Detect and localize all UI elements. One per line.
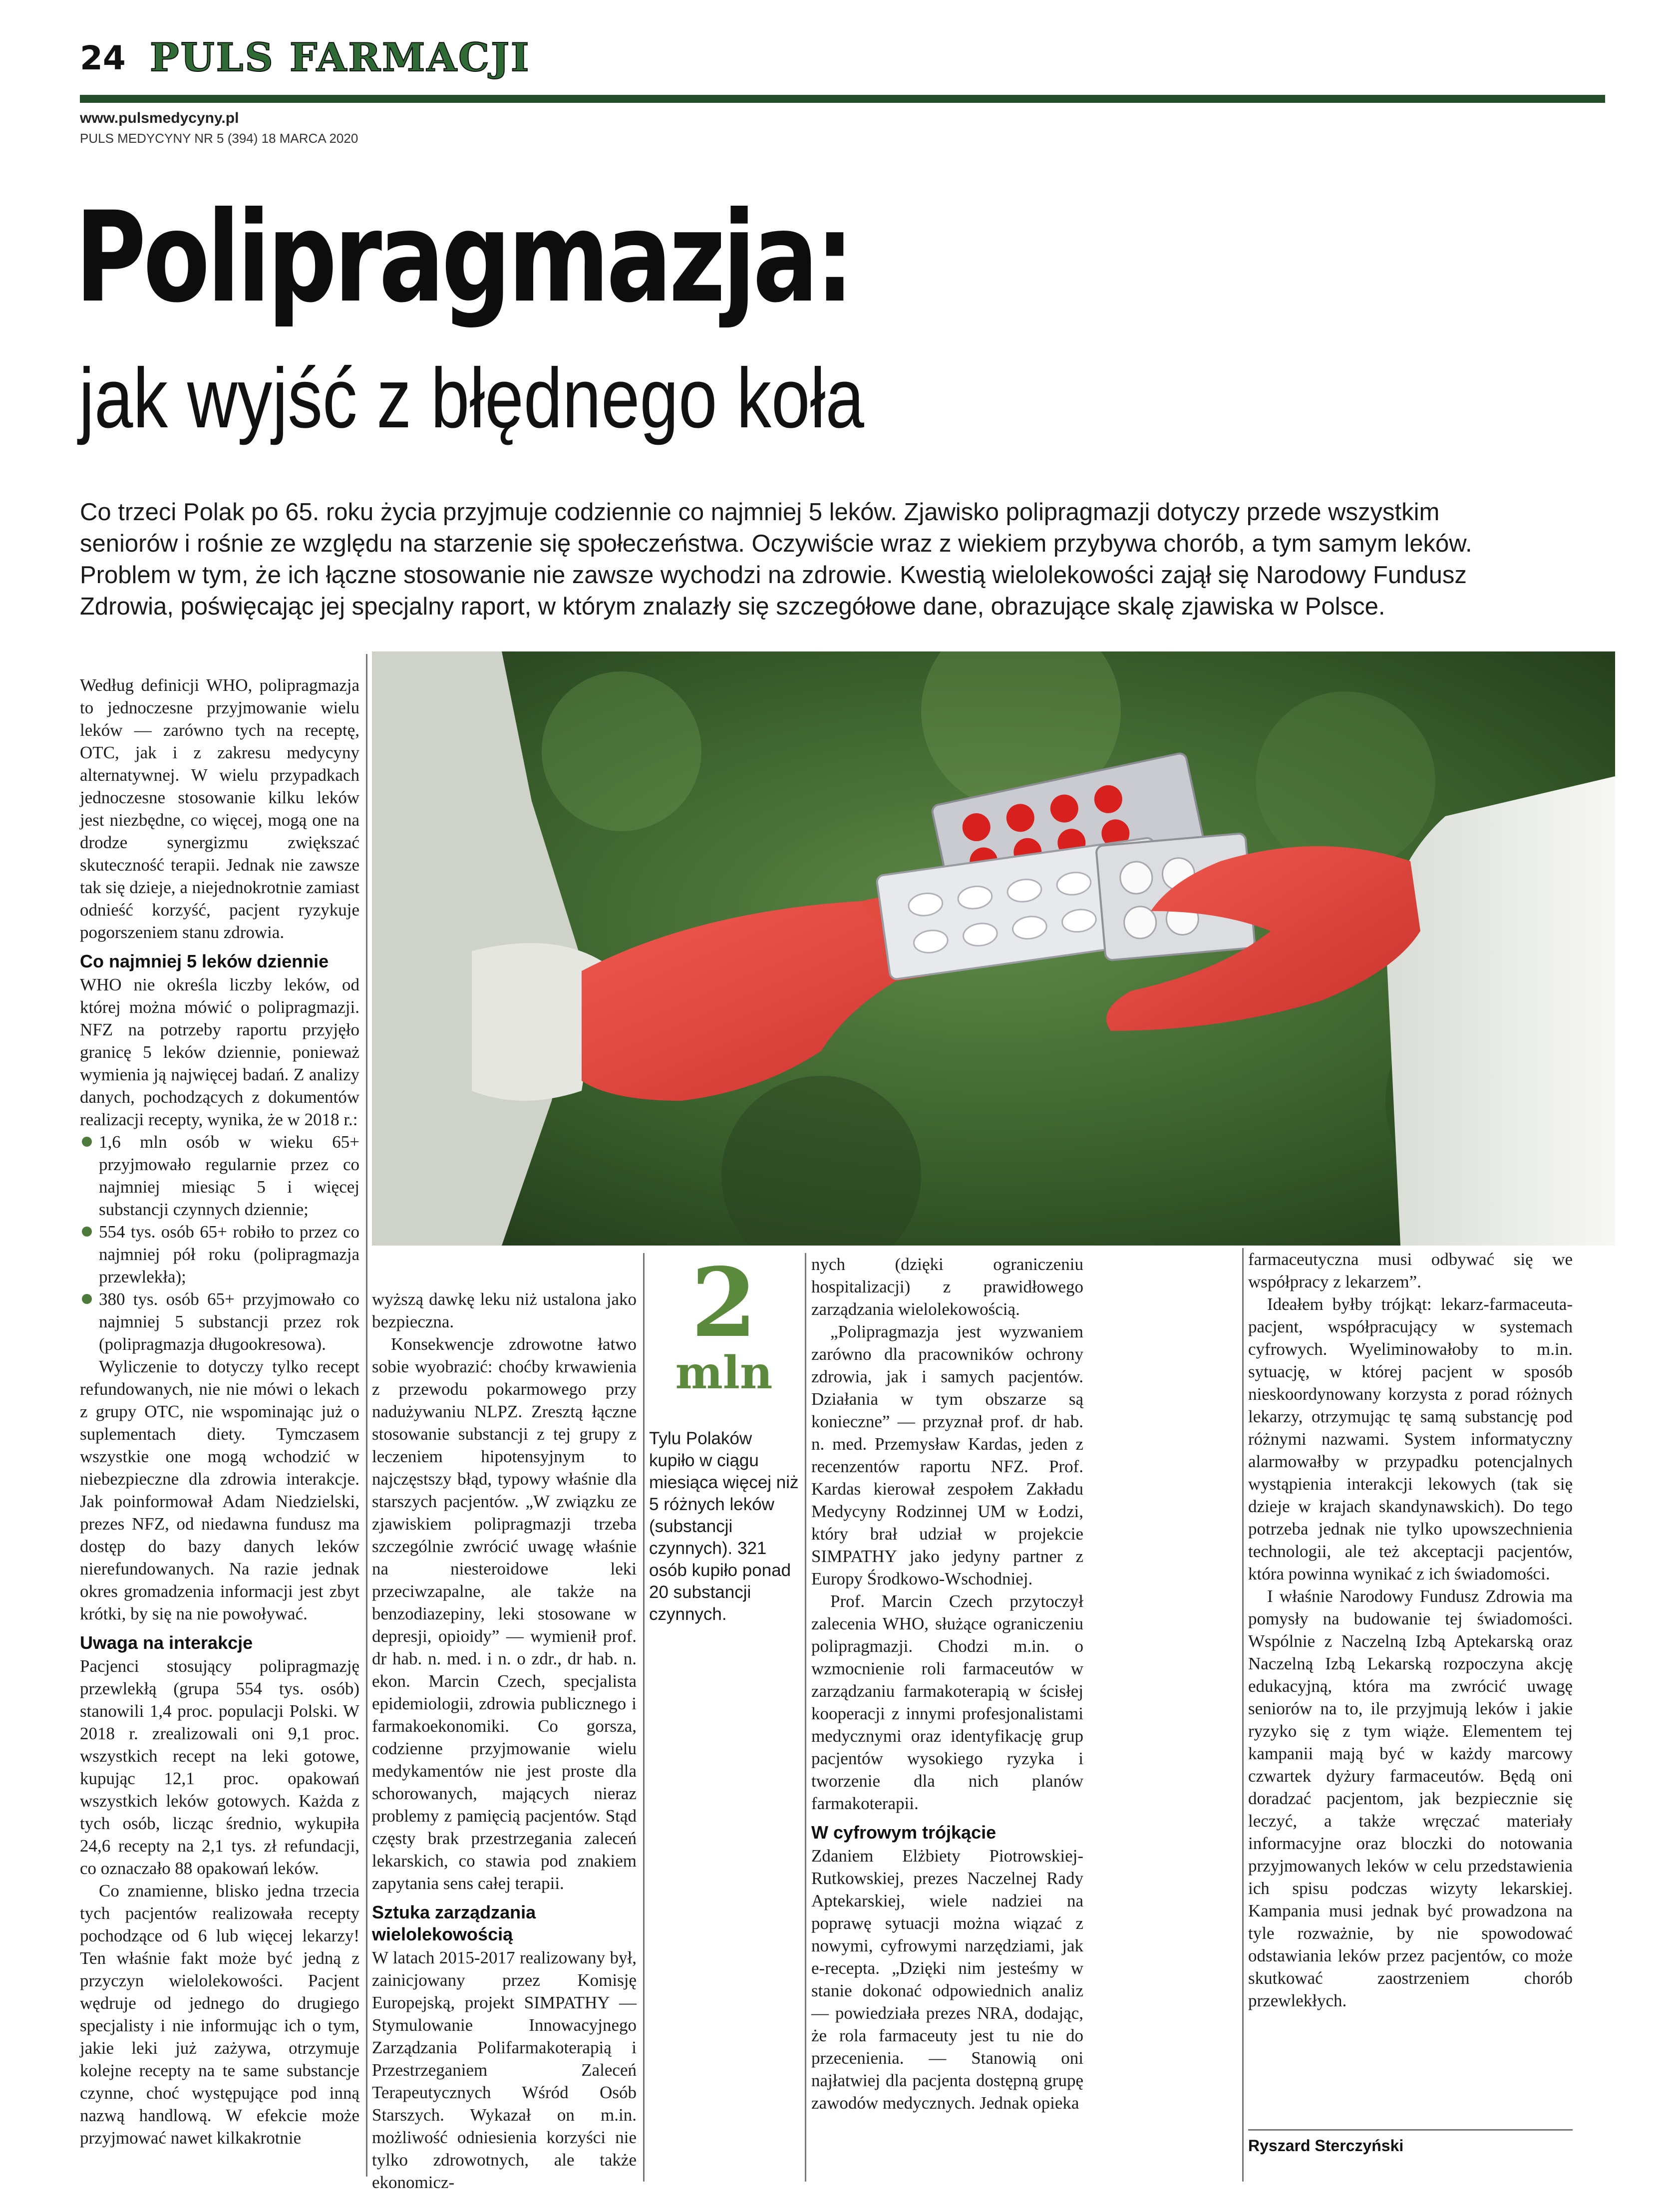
list-item: 554 tys. osób 65+ robiło to przez co najmniej pół roku (polipragmazja przewlekła);: [80, 1221, 359, 1288]
paragraph: Konsekwencje zdrowotne łatwo sobie wyobrazić: choćby krwawienia z przewodu pokarmowego przy nadużywaniu NLPZ. Zresztą łączne stosowanie substancji z tej grupy z leczeniem hipotensyjnym to najczęstszy błąd, typowy właśnie dla starszych pacjentów. „W związku ze zjawiskiem polipragmazji trzeba szczególnie zwrócić uwagę właśnie na niesteroidowe leki przeciwzapalne, ale także na benzodiazepiny, leki stosowane w depresji, opioidy” — wymienił prof. dr hab. n. med. i n. o zdr., dr hab. n. ekon. Marcin Czech, specjalista epidemiologii, zdrowia publicznego i farmakoekonomiki. Co gorsza, codzienne przyjmowanie wielu medykamentów nie jest proste dla schorowanych, mających nieraz problemy z pamięcią pacjentów. Stąd częsty brak przestrzegania zaleceń lekarskich, co stawia pod znakiem zapytania sens całej terapii.: [372, 1334, 637, 1893]
subheading-polypharmacy-management: Sztuka zarządzania wielolekowością: [372, 1902, 536, 1944]
column-divider: [1242, 1248, 1244, 2182]
subheading-interactions: Uwaga na interakcje: [80, 1632, 253, 1653]
byline-rule: [1248, 2129, 1573, 2131]
paragraph: Ideałem byłby trójkąt: lekarz-farmaceuta-pacjent, współpracujący w systemach cyfrowych. Wyeliminowałoby to m.in. sytuację, w której pacjent w sposób nieskoordynowany korzysta z porad różnych lekarzy, otrzymując tę samą substancję pod różnymi nazwami. System informatyczny alarmowałby w przypadku potencjalnych wystąpienia interakcji lekowych (tak się dzieje w krajach skandynawskich). Do tego potrzeba jednak nie tylko upowszechnienia technologii, ale też akceptacji pacjentów, która powinna wynikać z ich świadomości.: [1248, 1294, 1573, 1583]
article-column-4: [811, 1253, 1083, 2114]
paragraph: nych (dzięki ograniczeniu hospitalizacji) z prawidłowego zarządzania wielolekowością.: [811, 1255, 1083, 1319]
paragraph: WHO nie określa liczby leków, od której można mówić o polipragmazji. NFZ na potrzeby raportu przyjęło granicę 5 leków dziennie, ponieważ wymienia ją najwięcej badań. Z analizy danych, pochodzących z dokumentów realizacji recepty, wynika, że w 2018 r.:: [80, 975, 359, 1129]
stat-number: 2: [690, 1247, 757, 1358]
paragraph: Według definicji WHO, polipragmazja to jednoczesne przyjmowanie wielu leków — zarówno tych na receptę, OTC, jak i z zakresu medycyny alternatywnej. W wielu przypadkach jednoczesne stosowanie kilku leków jest niezbędne, co więcej, mogą one na drodze synergizmu zwiększać skuteczność terapii. Jednak nie zawsze tak się dzieje, a niejednokrotnie zamiast odnieść korzyść, pacjent ryzykuje pogorszeniem stanu zdrowia.: [80, 675, 359, 942]
paragraph: wyższą dawkę leku niż ustalona jako bezpieczna.: [372, 1289, 637, 1331]
paragraph: Pacjenci stosujący polipragmazję przewlekłą (grupa 554 tys. osób) stanowili 1,4 proc. populacji Polski. W 2018 r. zrealizowali oni 9,1 proc. wszystkich recept na leki gotowe, kupując 12,1 proc. opakowań wszystkich leków gotowych. Każda z tych osób, licząc średnio, wykupiła 24,6 recepty na 2,1 tys. zł refundacji, co oznaczało 88 opakowań leków.: [80, 1656, 359, 1878]
column-divider: [643, 1253, 645, 2182]
paragraph: „Polipragmazja jest wyzwaniem zarówno dla pracowników ochrony zdrowia, jak i samych pacjentów. Działania w tym obszarze są konieczne” — przyznał prof. dr hab. n. med. Przemysław Kardas, jeden z recenzentów raportu NFZ. Prof. Kardas kierował zespołem Zakładu Medycyny Rodzinnej UM w Łodzi, który brał udział w projekcie SIMPATHY jako jedyny partner z Europy Środkowo-Wschodniej.: [811, 1322, 1083, 1588]
bullet-dot-icon: [82, 1227, 92, 1237]
paragraph: Co znamienne, blisko jedna trzecia tych pacjentów realizowała recepty pochodzące od 6 lub więcej lekarzy! Ten właśnie fakt może być jedną z przyczyn wielolekowości. Pacjent wędruje od jednego do drugiego specjalisty i nie informując ich o tym, jakie leki już zażywa, otrzymuje kolejne recepty na te same substancje czynne, choć występujące pod inną nazwą handlową. W efekcie może przyjmować nawet kilkakrotnie: [80, 1881, 359, 2148]
site-url: www.pulsmedycyny.pl: [80, 110, 239, 126]
subheading-digital-triangle: W cyfrowym trójkącie: [811, 1822, 997, 1843]
hands-with-pills-photo: [372, 651, 1615, 1246]
article-lead: Co trzeci Polak po 65. roku życia przyjmuje codziennie co najmniej 5 leków. Zjawisko polipragmazji dotyczy przede wszystkim seniorów i rośnie ze względu na starzenie się społeczeństwa. Oczywiście wraz z wiekiem przybywa chorób, a tym samym leków. Problem w tym, że ich łączne stosowanie nie zawsze wychodzi na zdrowie. Kwestią wielolekowości zajął się Narodowy Fundusz Zdrowia, poświęcając jej specjalny raport, w którym znalazły się szczegółowe dane, obrazujące skalę zjawiska w Polsce.: [80, 499, 1472, 620]
stat-caption: Tylu Polaków kupiło w ciągu miesiąca więcej niż 5 różnych leków (substancji czynnych). 321 osób kupiło ponad 20 substancji czynnych.: [649, 1429, 799, 1624]
column-divider: [805, 1253, 806, 2182]
column-divider: [366, 654, 367, 2177]
article-column-1: [80, 674, 359, 2149]
list-item: 380 tys. osób 65+ przyjmowało co najmniej 5 substancji przez rok (polipragmazja długookresowa).: [80, 1288, 359, 1355]
header-rule: [80, 95, 1605, 103]
paragraph: Wyliczenie to dotyczy tylko recept refundowanych, nie nie mówi o lekach z grupy OTC, nie wspominając już o suplementach diety. Tymczasem wszystkie one mogą wchodzić w niebezpieczne dla zdrowia interakcje. Jak poinformował Adam Niedzielski, prezes NFZ, od niedawna fundusz ma dostęp do bazy danych leków nierefundowanych. Na razie jednak okres gromadzenia informacji jest zbyt krótki, by się na nie powoływać.: [80, 1357, 359, 1623]
paragraph: farmaceutyczna musi odbywać się we współpracy z lekarzem”.: [1248, 1250, 1573, 1291]
stat-box: [649, 1247, 799, 1625]
section-name: PULS FARMACJI: [150, 35, 531, 80]
stat-unit: mln: [675, 1346, 773, 1399]
stats-bullet-list: [80, 1131, 359, 1355]
bullet-dot-icon: [82, 1137, 92, 1147]
paragraph: I właśnie Narodowy Fundusz Zdrowia ma pomysły na budowanie tej świadomości. Wspólnie z Naczelną Izbą Aptekarską oraz Naczelną Izbą Lekarską rozpoczyna akcję edukacyjną, która ma zwrócić uwagę seniorów na to, ile przyjmują leków i jakie ryzyko się z tym wiąże. Elementem tej kampanii mają być w każdy marcowy czwartek dyżury farmaceutów. Będą oni doradzać pacjentom, jak bezpiecznie się leczyć, a także wręczać materiały informacyjne oraz bloczki do notowania przyjmowanych leków w celu przedstawienia ich spisu podczas wizyty lekarskiej. Kampania musi jednak być prowadzona na tyle rozważnie, by nie spowodować odstawiania leków przez pacjentów, co może skutkować zaostrzeniem chorób przewlekłych.: [1248, 1586, 1573, 2010]
paragraph: Prof. Marcin Czech przytoczył zalecenia WHO, służące ograniczeniu polipragmazji. Chodzi m.in. o wzmocnienie roli farmaceutów w zarządzaniu farmakoterapią w ścisłej kooperacji z innymi profesjonalistami medycznymi oraz identyfikację grup pacjentów wysokiego ryzyka i tworzenie dla nich planów farmakoterapii.: [811, 1591, 1083, 1813]
article-column-2: [372, 1288, 637, 2194]
page-number: 24: [80, 39, 126, 77]
paragraph: W latach 2015-2017 realizowany był, zainicjowany przez Komisję Europejską, projekt SIMPATHY — Stymulowanie Innowacyjnego Zarządzania Polifarmakoterapią i Przestrzeganiem Zaleceń Terapeutycznych Wśród Osób Starszych. Wykazał on m.in. możliwość odniesienia korzyści nie tylko zdrowotnych, ale także ekonomicz-: [372, 1948, 637, 2192]
article-column-5: [1248, 1248, 1573, 2012]
issue-line: PULS MEDYCYNY NR 5 (394) 18 MARCA 2020: [80, 131, 358, 146]
author-byline: Ryszard Sterczyński: [1248, 2137, 1404, 2155]
paragraph: Zdaniem Elżbiety Piotrowskiej-Rutkowskiej, prezes Naczelnej Rady Aptekarskiej, wiele nadziei na poprawę sytuacji można wiązać z nowymi, cyfrowymi narzędziami, jak e-recepta. „Dzięki nim jesteśmy w stanie dokonać odpowiednich analiz — powiedziała prezes NRA, dodając, że rola farmaceuty jest tu nie do przecenienia. — Stanowią oni najłatwiej dla pacjenta dostępną grupę zawodów medycznych. Jednak opieka: [811, 1846, 1083, 2113]
article-title: Polipragmazja:: [75, 185, 851, 330]
article-subtitle: jak wyjść z błędnego koła: [79, 351, 864, 446]
list-item: 1,6 mln osób w wieku 65+ przyjmowało regularnie przez co najmniej miesiąc 5 i więcej substancji czynnych dziennie;: [80, 1131, 359, 1221]
bullet-dot-icon: [82, 1294, 92, 1304]
subheading-5-drugs: Co najmniej 5 leków dziennie: [80, 951, 329, 971]
